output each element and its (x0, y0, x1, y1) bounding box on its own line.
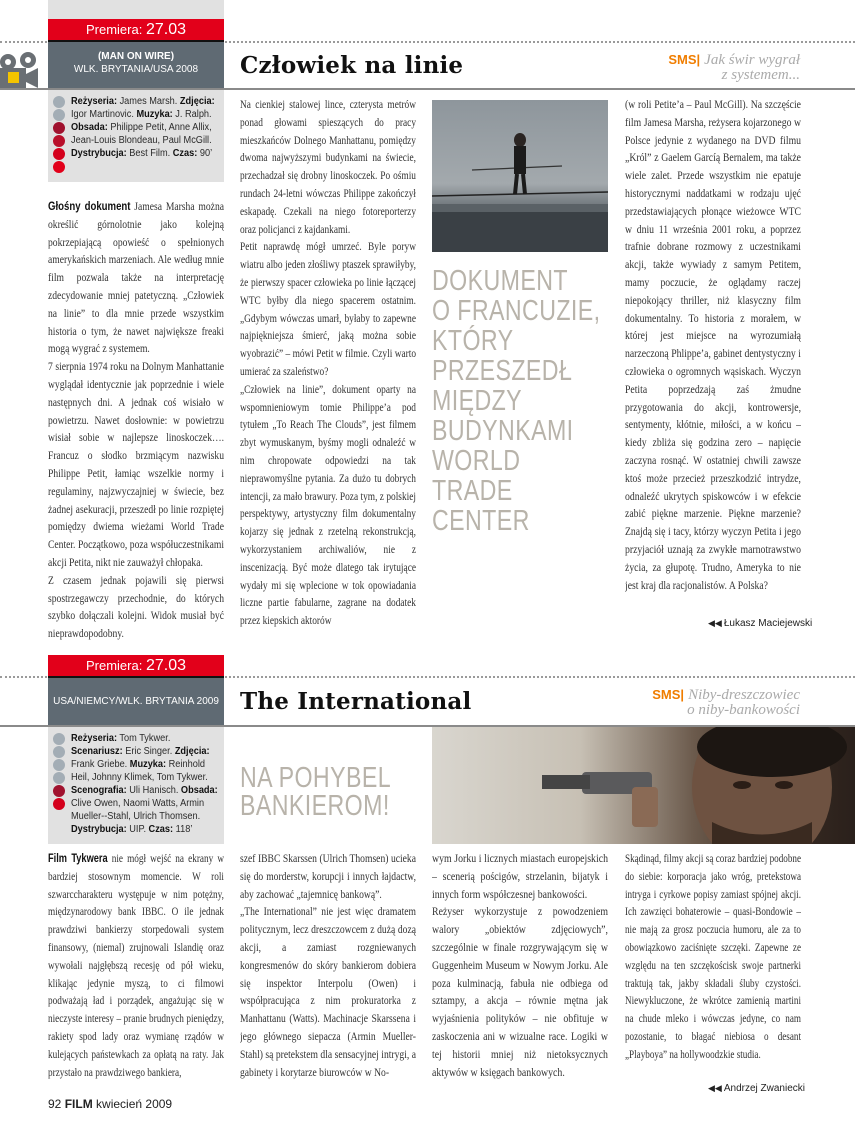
sms-line: o niby-bankowości (687, 702, 800, 718)
paragraph: wym Jorku i licznych miastach europejskich – scenerią pościgów, strzelanin, bijatyk i innych form współczesnej bankowości. (432, 851, 608, 901)
film-origin-box (48, 678, 224, 725)
credit-label: Reżyseria: (71, 96, 118, 107)
credit-value: 90’ (197, 148, 213, 159)
author-byline (708, 1083, 805, 1094)
credit-label: Czas: (148, 824, 174, 835)
text-column-4 (625, 850, 801, 1080)
credit-value: Clive Owen, Naomi Watts, Armin Mueller--Stahl, Ulrich Thomsen. (71, 798, 205, 822)
credit-value: Tom Tykwer. (117, 733, 171, 744)
original-title: (MAN ON WIRE) (97, 51, 175, 62)
rating-dot (53, 135, 65, 147)
text-column-3 (432, 850, 608, 1092)
paragraph: „The International” nie jest więc dramatem politycznym, lecz dreszczowcem z dużą dozą akcji, a zamiast rozgniewanych kongresmenów do skóry bankierom dobiera się inspektor Interpolu (Owen) i współpracująca z nim prokuratorka z Manhattanu (Watts). Machinacje Skarssena i jego głównego siepacza (Armin Mueller-Stahl) są pretekstem dla sensacyjnej intrygi, a gabinety i korytarze biurowców w No- (240, 904, 416, 1079)
pull-quote-line: O FRANCUZIE, (432, 295, 601, 327)
rating-dots (53, 96, 65, 174)
credit-label: Scenariusz: (71, 746, 123, 757)
sms-tag: SMS| (668, 52, 701, 67)
paragraph: Reżyser wykorzystuje z powodzeniem walory „obiektów zdjęciowych”, szczególnie w finale rozgrywającym się w Guggenheim Museum w Nowym Jorku. Ale poza kulminacją, fabuła nie odbiega od sztampy, a akcja – równie mętna jak wyjaśnienia polityków – nie obfituje w zaskoczenia ani w wizualne race. Logiki w tej historii mniej niż nietoksycznych aktywów w księgach bankowych. (432, 904, 608, 1079)
rating-dot (53, 733, 65, 745)
paragraph: Na cienkiej stalowej lince, czterysta metrów ponad głowami spieszących do pracy mieszkańców Dolnego Manhattanu, pomiędzy dwoma najwyższymi budynkami na świecie, przechadzał się drobny linoskoczek. Po ośmiu rundach 24-letni wówczas Philippe zakończył eskapadę. Czekali na niego fotoreporterzy oraz policjanci z kajdankami. (240, 97, 416, 236)
paragraph: 7 sierpnia 1974 roku na Dolnym Manhattanie wyglądał identycznie jak poprzednie i wiele następnych dni. A jednak coś wisiało w powietrzu. Nawet dosłownie: w powietrzu wisiał sobie w najlepsze linoskoczek…. Francuz o słodko brzmiącym nazwisku Philippe Petit, łamiąc wszelkie normy i regulaminy, najzwyczajniej w świecie, bez żadnej asekuracji, przeszedł po linie rozpiętej pomiędzy dwiema wieżami World Trade Center. Początkowo, poza współuczestnikami akcji Petita, nikt nie zauważył chłopaka. (48, 359, 224, 569)
text-column-2 (240, 96, 416, 644)
rating-dot (53, 746, 65, 758)
text-column-1 (48, 198, 224, 648)
page-number: 92 (48, 1097, 62, 1111)
paragraph: szef IBBC Skarssen (Ulrich Thomsen) ucieka się do morderstw, korupcji i innych łajdactw, aby zachować „tajemnicę bankową”. (240, 851, 416, 901)
pull-quote-line: BANKIEROM! (240, 790, 390, 822)
credit-label: Zdjęcia: (179, 96, 215, 107)
pull-quote (240, 764, 391, 820)
credit-value: Best Film. (126, 148, 173, 159)
credits-box (48, 90, 224, 182)
rating-dot (53, 785, 65, 797)
film-origin-box (48, 42, 224, 88)
pull-quote-line: CENTER (432, 505, 530, 537)
credit-value: J. Ralph. (172, 109, 212, 120)
sms-line: Niby-dreszczowiec (688, 687, 800, 703)
film-projector-icon (0, 52, 40, 90)
credit-value: Uli Hanisch. (126, 785, 181, 796)
premiere-label: Premiera: (85, 658, 143, 673)
sms-summary (652, 687, 800, 718)
author-name: Andrzej Zwaniecki (723, 1083, 805, 1094)
credit-value: Philippe Petit, Anne Allix, Jean-Louis Blondeau, Paul McGill. (71, 122, 212, 146)
pull-quote-line: PRZESZEDŁ (432, 355, 573, 387)
pull-quote-line: TRADE (432, 475, 513, 507)
sms-line: z systemem... (721, 67, 800, 83)
pull-quote-line: BUDYNKAMI (432, 415, 574, 447)
credit-value: 118’ (173, 824, 193, 835)
credit-label: Muzyka: (129, 759, 167, 770)
text-column-1 (48, 850, 224, 1092)
credit-value: James Marsh. (117, 96, 180, 107)
author-name: Łukasz Maciejewski (723, 618, 813, 629)
rating-dot (53, 772, 65, 784)
rating-dot (53, 798, 65, 810)
film-still-gunman (432, 727, 855, 844)
pull-quote-line: DOKUMENT (432, 265, 568, 297)
premiere-label: Premiera: (85, 22, 143, 37)
credits-box (48, 727, 224, 844)
credit-value: Igor Martinovic. (71, 109, 137, 120)
rating-dots (53, 733, 65, 811)
premiere-date: 27.03 (145, 21, 187, 38)
rating-dot (53, 122, 65, 134)
premiere-bar (48, 655, 224, 678)
sms-summary (668, 52, 800, 83)
rating-dot (53, 109, 65, 121)
rewind-icon: ◀◀ (708, 618, 722, 628)
credit-label: Dystrybucja: (71, 824, 127, 835)
author-byline (708, 618, 812, 629)
credit-value: Frank Griebe. (71, 759, 130, 770)
sms-tag: SMS| (652, 687, 685, 702)
pull-quote-line: WORLD (432, 445, 521, 477)
paragraph: „Człowiek na linie”, dokument oparty na wspomnieniowym tomie Philippe’a pod tytułem „To Reach The Clouds”, jest filmem zbyt wymuskanym, byśmy mogli odnaleźć w nim chropowate odpowiedzi na tak nieprawomyślne pytania. Za dużo tu dobrych intencji, za mało brawury. Poza tym, z polskiej perspektywy, artystyczny film dokumentalny kojarzy się jednak z rzetelną rekonstrukcją, wykorzystaniem archiwaliów, nie z inscenizacją. Być może dlatego tak irytujące wydały mi się wplecione w tok opowiadania liczne partie fabularne, zagrane na dodatek przez kiepskich aktorów (240, 381, 416, 628)
credit-label: Muzyka: (136, 109, 173, 120)
magazine-name: FILM (64, 1097, 93, 1111)
paragraph: Z czasem jednak pojawili się pierwsi spostrzegawczy przechodnie, do których szybko dołączali kolejni. Widok musiał być nieprawdopodobny. (48, 572, 224, 641)
rating-dot (53, 759, 65, 771)
header-top-strip (48, 0, 224, 20)
paragraph: Skądinąd, filmy akcji są coraz bardziej podobne do siebie: korporacja jako wróg, pretekstowa intryga i cyrkowe popisy zamiast spójnej akcji. Ich zawzięci bohaterowie – quasi-Bondowie – nie mają za grosz poczucia humoru, ale za to obowiązkowo zaciśnięte szczęki. Zapewne ze względu na ten szczękościsk swoje partnerki traktują tak, jakby składali śluby czystości. Niewykluczone, że wkrótce zamienią martini na chude mleko i wówczas jedyne, co nam pozostanie, to błagać niebiosa o desant „Playboya” na hollywoodzkie studia. (625, 851, 801, 1061)
issue-date: kwiecień 2009 (96, 1097, 173, 1111)
rating-dot (53, 148, 65, 160)
credit-value: UIP. (126, 824, 149, 835)
film-still-tightrope (432, 100, 608, 252)
origin-country-year: WLK. BRYTANIA/USA 2008 (73, 64, 199, 75)
premiere-date: 27.03 (145, 657, 187, 674)
review-title: The International (240, 688, 472, 715)
rating-dot (53, 161, 65, 173)
credit-label: Scenografia: (71, 785, 127, 796)
credit-label: Obsada: (71, 122, 108, 133)
lead-in: Film Tykwera (48, 851, 108, 865)
text-column-4 (625, 96, 801, 610)
rating-dot (53, 96, 65, 108)
pull-quote-line: MIĘDZY (432, 385, 523, 417)
text-column-2 (240, 850, 416, 1092)
credit-value: Reinhold Heil, Johnny Klimek, Tom Tykwer. (71, 759, 208, 783)
credit-label: Dystrybucja: (71, 148, 127, 159)
page-footer (48, 1097, 172, 1111)
paragraph: Petit naprawdę mógł umrzeć. Byle poryw wiatru albo jeden złośliwy ptaszek sprawiłyby, że pierwszy spacer człowieka po linie łączącej WTC byłby dla niego spacerem ostatnim. „Gdybym wówczas umarł, byłaby to zapewne najpiękniejsza śmierć, jaką można sobie wyobrazić” – mówi Petit w filmie. Czyli warto umierać za szaleństwo? (240, 239, 416, 378)
pull-quote-line: KTÓRY (432, 325, 514, 357)
paragraph: Głośny dokument Jamesa Marsha można określić górnolotnie jako kolejną pokrzepiającą opowieść o spełnionych amerykańskich marzeniach. Ale według mnie film pozwala także na interpretację zdecydowanie mniej patetyczną. „Człowiek na linie” to dla mnie przede wszystkim historia o tym, że nawet największe freaki mogą wygrać z systemem. (48, 199, 224, 356)
paragraph: (w roli Petite’a – Paul McGill). Na szczęście film Jamesa Marsha, reżysera kojarzonego w Polsce jedynie z wydanego na DVD filmu „Król” z Gaelem Garcíą Bernalem, ma także wiele zalet. Przede wszystkim nie epatuje historycznymi naddatkami w rodzaju ujęć przedstawiających płonące wieżowce WTC w dniu 11 września 2001 roku, a poprzez trafnie dobrane rozmowy z uczestnikami akcji, także wywiady z samym Petitem, mamy poczucie, że oglądamy raczej niepokojący thriller, niż klasyczny film dokumentalny. To historia z morałem, w której jest miejsce na wyrozumiałą narzeczoną Phlippe’a, gabinet dentystyczny i człowieka o ogromnych wąsiskach. Wyczyn Petita poprzedzają zaś żmudne przygotowania do akcji, kontrowersje, sentymenty, kłótnie, miłości, a w końcu – kiedy zbliża się godzina zero – napięcie zaczyna rosnąć. W ostatniej chwili zawsze ktoś może przecież przeszkodzić intrydze, odnaleźć ukrytych spiskowców i w efekcie zabić piękne marzenie. Piękne marzenie? Znajdą się i tacy, którzy wyczyn Petita i jego przyjaciół uznają za zwykłe marnotrawstwo życia, za głupotę. Trudno, Ameryka to nie jest kraj dla racjonalistów. A Polska? (625, 97, 801, 592)
sms-line: Jak świr wygrał (704, 52, 800, 68)
origin-country-year: USA/NIEMCY/WLK. BRYTANIA 2009 (53, 696, 219, 707)
credit-label: Reżyseria: (71, 733, 118, 744)
credit-label: Czas: (172, 148, 198, 159)
paragraph: Film Tykwera nie mógł wejść na ekrany w bardziej stosownym momencie. W roli szwarccharakteru występuje w nim potężny, międzynarodowy bank IBBC. O ile jednak prawdziwi bankierzy storpedowali system finansowy, (niemal) zrujnowali Islandię oraz wywołali najgłębszą recesję od pół wieku, klikając jedynie myszą, to ci filmowi podważają ład i porządek, angażując się w nieczyste interesy – pranie brudnych pieniędzy, rakiety spod lady oraz wymianę rządów w kulejących państewkach za opłatą na raty. Jak przystało na prawdziwego bankiera, (48, 851, 224, 1079)
credit-label: Obsada: (180, 785, 218, 796)
review-title: Człowiek na linie (240, 52, 464, 79)
pull-quote (432, 266, 601, 536)
lead-in: Głośny dokument (48, 199, 131, 213)
credit-label: Zdjęcia: (174, 746, 210, 757)
credit-value: Eric Singer. (122, 746, 175, 757)
pull-quote-line: NA POHYBEL (240, 762, 391, 794)
premiere-bar (48, 19, 224, 42)
rewind-icon: ◀◀ (708, 1083, 722, 1093)
